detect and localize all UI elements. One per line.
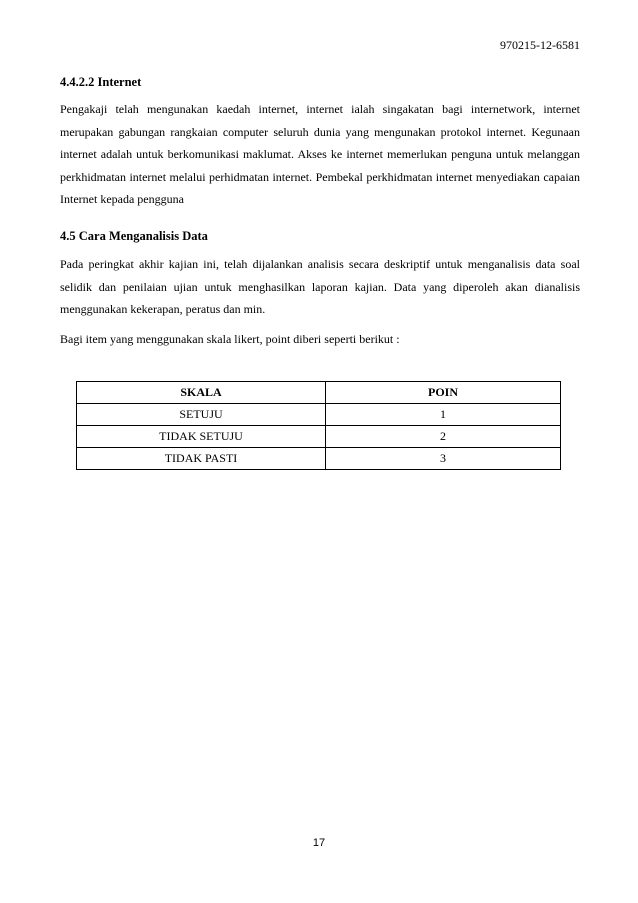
paragraph-likert-intro: Bagi item yang menggunakan skala likert, point diberi seperti berikut : xyxy=(60,332,400,346)
paragraph-analysis: Pada peringkat akhir kajian ini, telah dijalankan analisis secara deskriptif untuk menganalisis data soal selidik dan penilaian ujian untuk menghasilkan laporan kajian. Data yang diperoleh akan dianalisis menggunakan kekerapan, peratus dan min. xyxy=(60,257,580,316)
table-row xyxy=(77,426,561,448)
table-cell-skala: TIDAK SETUJU xyxy=(77,426,326,448)
table-row xyxy=(77,448,561,470)
likert-scale-table xyxy=(76,381,561,470)
table-header-skala: SKALA xyxy=(77,382,326,404)
document-id: 970215-12-6581 xyxy=(500,38,580,52)
heading-cara-menganalisis: 4.5 Cara Menganalisis Data xyxy=(60,229,208,243)
table-header-row xyxy=(77,382,561,404)
heading-internet: 4.4.2.2 Internet xyxy=(60,75,142,89)
table-cell-poin: 1 xyxy=(326,404,561,426)
table-row xyxy=(77,404,561,426)
table-cell-poin: 2 xyxy=(326,426,561,448)
table-cell-skala: TIDAK PASTI xyxy=(77,448,326,470)
table-cell-poin: 3 xyxy=(326,448,561,470)
page-number: 17 xyxy=(312,837,326,849)
table-cell-skala: SETUJU xyxy=(77,404,326,426)
paragraph-internet: Pengakaji telah mengunakan kaedah internet, internet ialah singakatan bagi internetwork, internet merupakan gabungan rangkaian computer seluruh dunia yang mengunakan protokol internet. Kegunaan internet adalah untuk berkomunikasi maklumat. Akses ke internet memerlukan penguna untuk melanggan perkhidmatan internet melalui perhidmatan internet. Pembekal perkhidmatan internet menyediakan capaian Internet kepada pengguna xyxy=(60,102,580,206)
table-header-poin: POIN xyxy=(326,382,561,404)
